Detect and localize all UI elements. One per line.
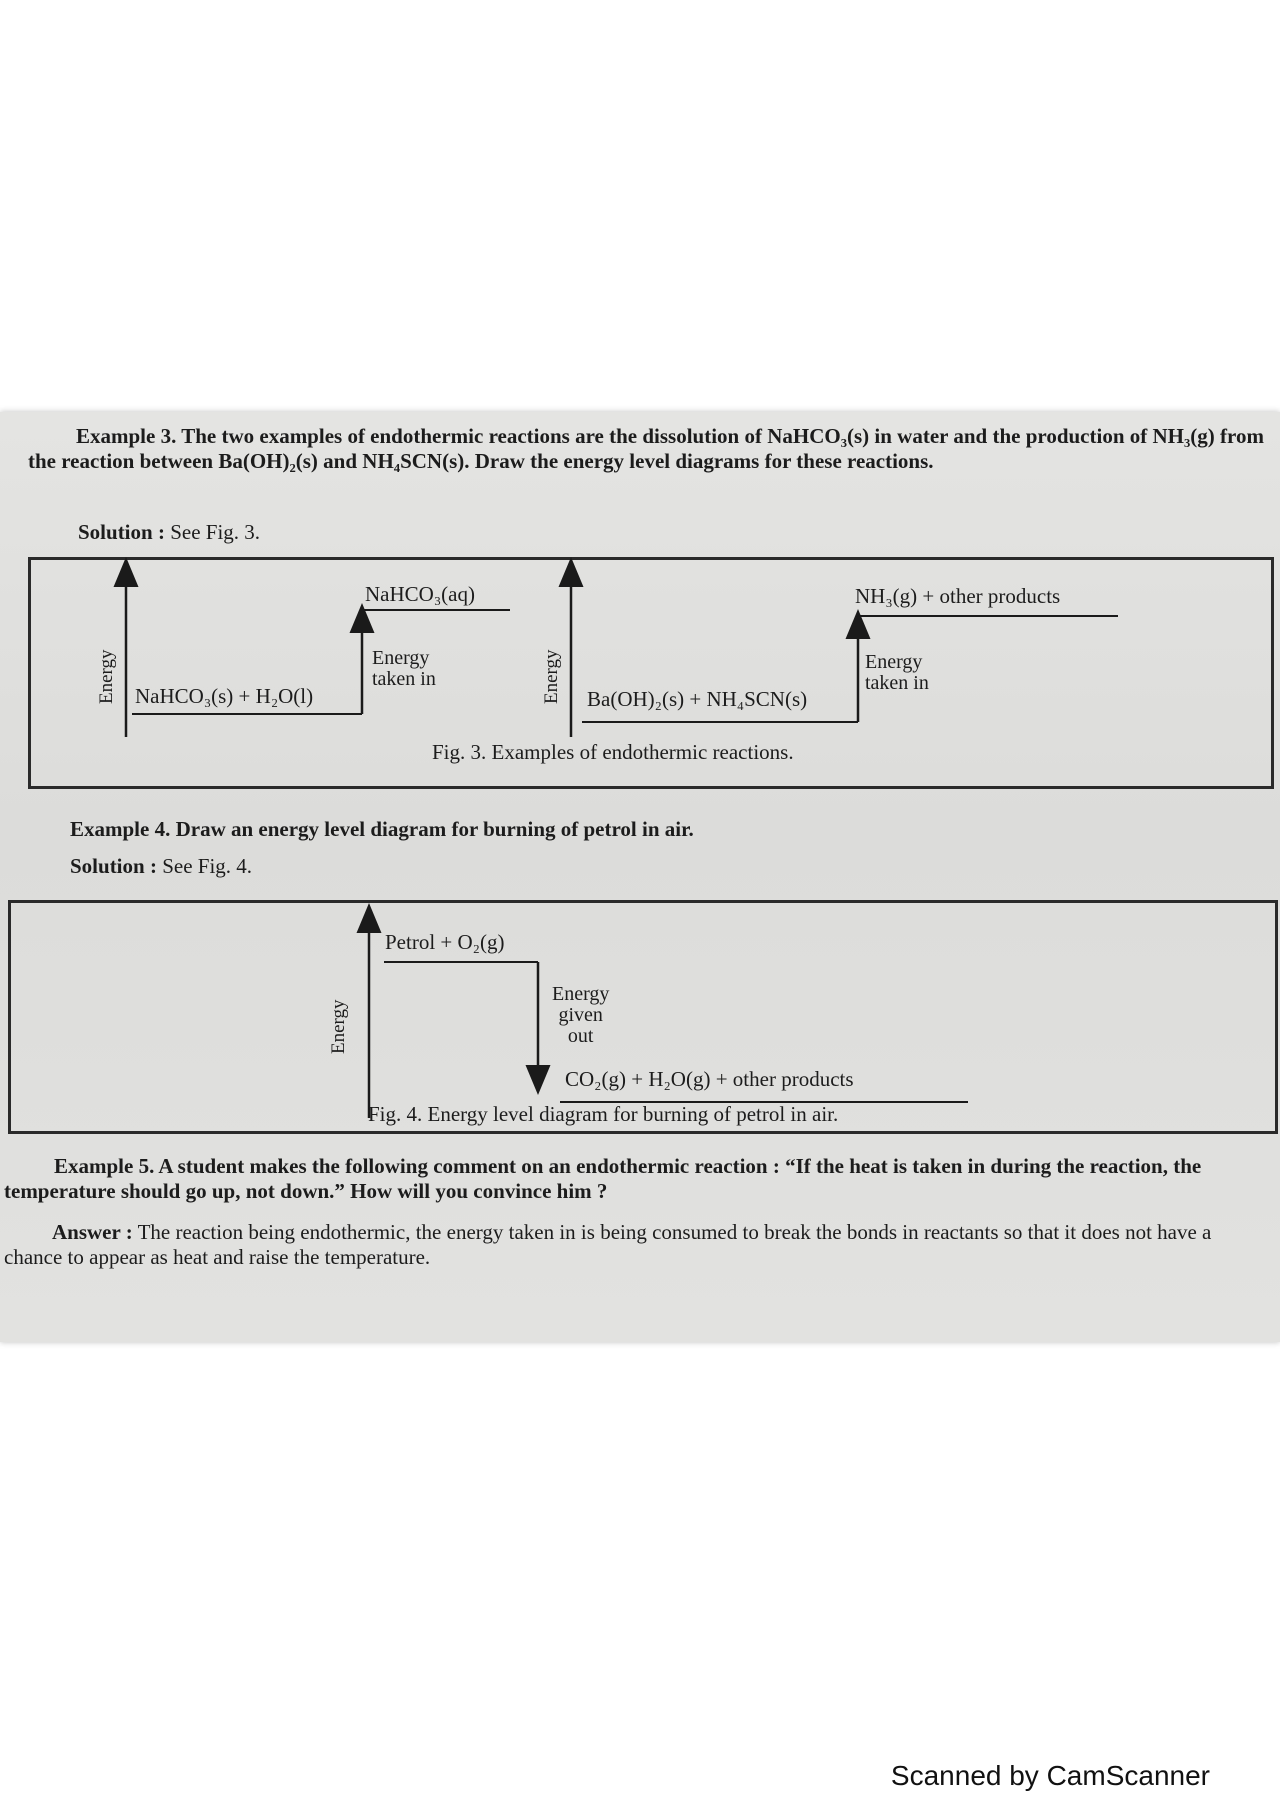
scanned-page	[0, 412, 1280, 1342]
fig3-right-bottom-level: Ba(OH)₂(s) + NH₄SCN(s)	[587, 687, 808, 711]
fig4-axis-label: Energy	[328, 999, 349, 1054]
fig3-left-axis-label: Energy	[96, 649, 117, 704]
example-4-question: Example 4. Draw an energy level diagram for burning of petrol in air.	[70, 817, 694, 841]
fig3-right-axis-label: Energy	[541, 649, 562, 704]
arrow-label-line: taken in	[865, 672, 929, 694]
fig4-bottom-level: CO₂(g) + H₂O(g) + other products	[565, 1067, 854, 1091]
solution-text: See Fig. 3.	[170, 520, 261, 544]
arrow-label-line: Energy	[552, 983, 610, 1005]
arrow-label-line: taken in	[372, 668, 436, 690]
example-5-question: Example 5. A student makes the following comment on an endothermic reaction : “If the heat is taken in during the reaction, the temperature should go up, not down.” How will you convince him ?	[4, 1154, 1202, 1203]
arrow-label-line: Energy	[865, 651, 923, 673]
solution-label: Solution :	[78, 520, 165, 544]
fig3-right-top-level: NH₃(g) + other products	[855, 584, 1061, 608]
fig4-caption: Fig. 4. Energy level diagram for burning of petrol in air.	[368, 1102, 839, 1126]
diagram-lines	[0, 412, 1280, 1342]
scanner-watermark: Scanned by CamScanner	[890, 1760, 1210, 1791]
example-3-question: Example 3. The two examples of endothermic reactions are the dissolution of NaHCO₃(s) in water and the production of NH₃(g) from the reaction between Ba(OH)₂(s) and NH₄SCN(s). Draw the energy level diagrams for these reactions.	[28, 424, 1264, 473]
answer-text: The reaction being endothermic, the energy taken in is being consumed to break the bonds in reactants so that it does not have a chance to appear as heat and raise the temperature.	[4, 1220, 1212, 1269]
solution-label: Solution :	[70, 854, 157, 878]
fig4-top-level: Petrol + O₂(g)	[385, 930, 505, 954]
solution-text: See Fig. 4.	[162, 854, 253, 878]
fig3-caption: Fig. 3. Examples of endothermic reactions.	[432, 740, 794, 764]
fig3-left-bottom-level: NaHCO₃(s) + H₂O(l)	[135, 684, 314, 708]
arrow-label-line: out	[567, 1025, 594, 1047]
arrow-label-line: Energy	[372, 647, 430, 669]
fig3-left-top-level: NaHCO₃(aq)	[365, 582, 475, 606]
arrow-label-line: given	[558, 1004, 603, 1026]
answer-label: Answer :	[52, 1220, 133, 1244]
